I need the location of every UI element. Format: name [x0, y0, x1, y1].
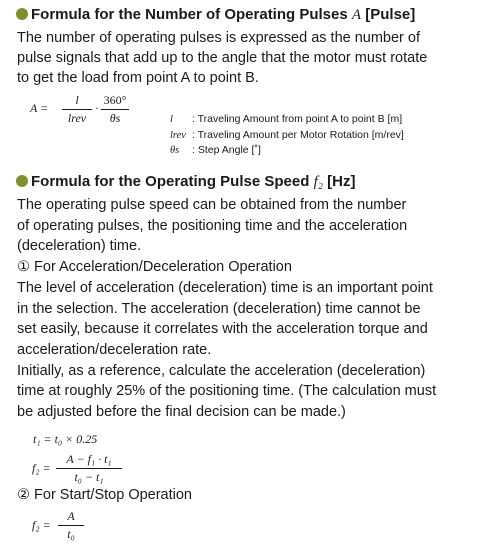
legend-text: : Step Angle [˚] — [192, 144, 261, 156]
legend-item — [170, 128, 404, 144]
section1-heading — [16, 6, 415, 24]
fraction-bar — [58, 525, 84, 526]
paragraph-line: set easily, because it correlates with the acceleration torque and — [17, 321, 428, 338]
section2-heading — [16, 173, 355, 191]
formula-legend — [170, 112, 404, 159]
legend-text: : Traveling Amount from point A to point B [m] — [192, 113, 403, 125]
paragraph-line: to get the load from point A to point B. — [17, 70, 259, 86]
paragraph-line: time at roughly 25% of the positioning time. (The calculation must — [17, 383, 437, 400]
fraction-startstop-speed — [58, 509, 84, 542]
section1-heading-symbol: A — [351, 7, 362, 23]
fraction-bar — [56, 468, 122, 469]
legend-symbol: lrev — [170, 129, 186, 141]
dot-operator: · — [95, 101, 99, 115]
section1-heading-unit: [Pulse] — [365, 6, 416, 23]
fraction-bar — [101, 109, 129, 110]
legend-symbol: l — [170, 114, 173, 125]
fraction-360-over-thetas — [101, 93, 129, 126]
bullet-icon — [16, 8, 28, 20]
legend-item — [170, 112, 404, 128]
paragraph-line: of operating pulses, the positioning time and the acceleration — [17, 217, 408, 234]
section2-heading-unit: [Hz] — [327, 173, 356, 190]
paragraph-line: The operating pulse speed can be obtained from the number — [17, 197, 407, 213]
equation-f2-startstop-lhs: f₂ = — [32, 518, 51, 532]
paragraph-line: acceleration/deceleration rate. — [17, 341, 212, 358]
numerator: A — [67, 509, 75, 523]
section2-heading-text: Formula for the Operating Pulse Speed — [31, 173, 310, 190]
paragraph-line: pulse signals that add up to the angle that the motor must rotate — [17, 50, 428, 66]
paragraph-line: be adjusted before the final decision can be made.) — [17, 404, 346, 421]
denominator: θs — [109, 111, 121, 125]
paragraph-line: The number of operating pulses is expressed as the number of — [17, 30, 421, 46]
legend-symbol: θs — [170, 145, 180, 156]
section1-paragraph — [17, 28, 427, 88]
paragraph-line: (deceleration) time. — [17, 238, 142, 255]
section2-body — [17, 195, 436, 423]
subsection-title-startstop: ② For Start/Stop Operation — [17, 487, 192, 503]
numerator: l — [75, 93, 79, 107]
section2-heading-symbol: f₂ — [313, 174, 323, 190]
fraction-accel-speed — [56, 452, 122, 485]
bullet-icon — [16, 175, 28, 187]
section1-heading-text: Formula for the Number of Operating Pulses — [31, 6, 348, 23]
legend-text: : Traveling Amount per Motor Rotation [m/rev] — [192, 128, 404, 141]
paragraph-line: Initially, as a reference, calculate the acceleration (deceleration) — [17, 362, 426, 379]
legend-item — [170, 143, 404, 159]
fraction-l-over-lrev — [62, 93, 92, 126]
denominator: t₀ − t₁ — [74, 470, 104, 484]
numerator: A − f₁ · t₁ — [66, 452, 112, 466]
fraction-bar — [62, 109, 92, 110]
equation-f2-lhs: f₂ = — [32, 461, 51, 475]
denominator: t₀ — [67, 527, 75, 541]
equation-t1: t₁ = t₀ × 0.25 — [33, 432, 98, 446]
paragraph-line: The level of acceleration (deceleration) time is an important point — [17, 279, 433, 296]
numerator: 360° — [103, 93, 127, 107]
formula-lhs: A = — [30, 101, 49, 115]
paragraph-line: in the selection. The acceleration (deceleration) time cannot be — [17, 300, 421, 317]
subsection-title-accel: ① For Acceleration/Deceleration Operation — [17, 259, 292, 276]
denominator: lrev — [67, 111, 87, 125]
